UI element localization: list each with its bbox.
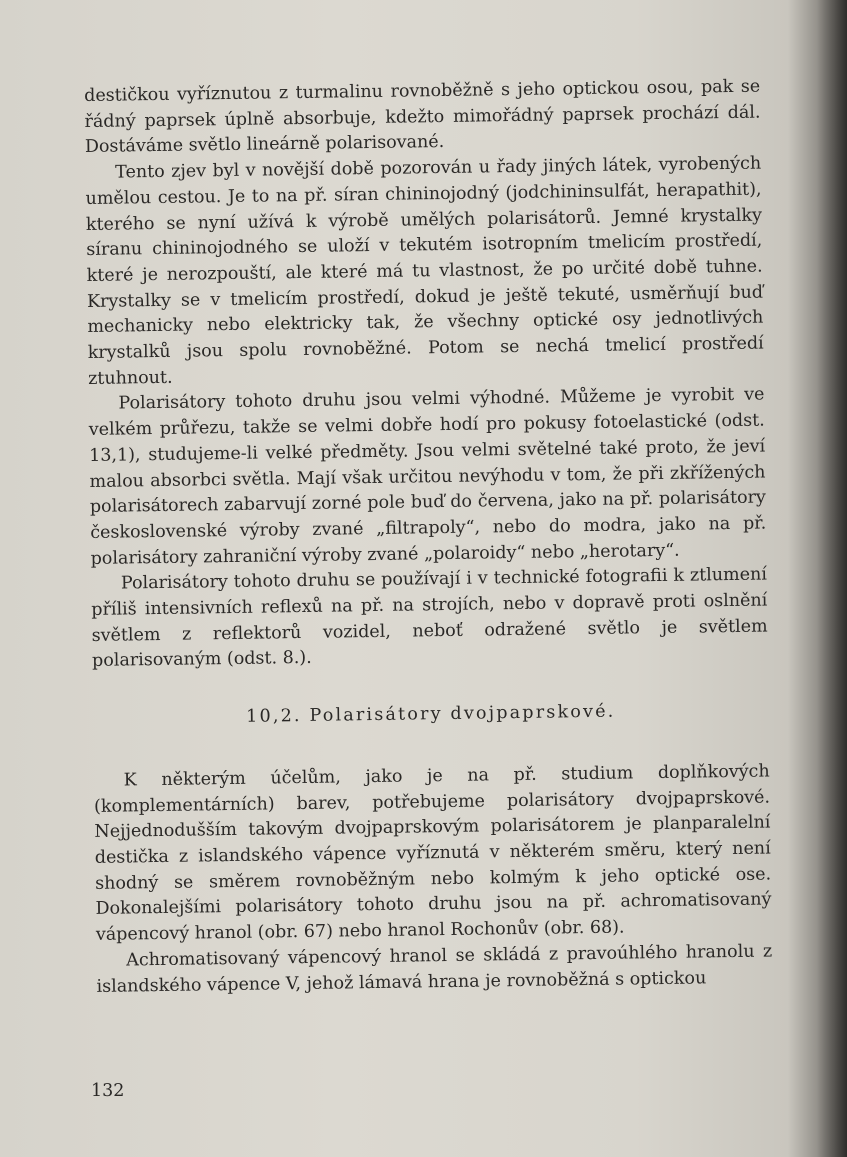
paragraph-4: Polarisátory tohoto druhu se používají i v technické fotografii k ztlumení příliš intensivních reflexů na př. na strojích, nebo v dopravě proti oslnění světlem z reflektorů vozidel, neboť odražené světlo je světlem polarisovaným (odst. 8.). xyxy=(91,564,768,672)
paragraph-1: destičkou vyříznutou z turmalinu rovnoběžně s jeho optickou osou, pak se řádný paprsek úplně absorbuje, kdežto mimořádný paprsek prochází dál. Dostáváme světlo lineárně polarisované. xyxy=(84,76,761,158)
page-number: 132 xyxy=(91,1081,125,1101)
section-paragraph-1: K některým účelům, jako je na př. studium doplňkových (komplementárních) barev, potřebujeme polarisátory dvojpaprskové. Nejjednodušším takovým dvojpaprskovým polarisátorem je planparalelní destička z islandského vápence vyříznutá v některém směru, který není shodný se směrem rovnoběžným nebo kolmým k jeho optické ose. Dokonalejšími polarisátory tohoto druhu jsou na př. achromatisovaný vápencový hranol (obr. 67) nebo hranol Rochonův (obr. 68). xyxy=(93,761,772,946)
section-paragraph-2: Achromatisovaný vápencový hranol se skládá z pravoúhlého hranolu z islandského vápence V, jehož lámavá hrana je rovnoběžná s optickou xyxy=(96,941,773,997)
binding-shadow xyxy=(817,0,847,1157)
section-heading: 10,2. Polarisátory dvojpaprskové. xyxy=(246,701,616,727)
paragraph-2: Tento zjev byl v novější době pozorován u řady jiných látek, vyrobených umělou cestou. Je to na př. síran chininojodný (jodchininsulfát, herapathit), kterého se nyní užívá k výrobě umělých polarisátorů. Jemné krystalky síranu chininojodného se uloží v tekutém isotropním tmelicím prostředí, které je nerozpouští, ale které má tu vlastnost, že po určité době tuhne. Krystalky se v tmelicím prostředí, dokud je ještě tekuté, usměrňují buď mechanicky nebo elektricky tak, že všechny optické osy jednotlivých krystalků jsou spolu rovnoběžné. Potom se nechá tmelicí prostředí ztuhnout. xyxy=(85,153,764,389)
paragraph-3: Polarisátory tohoto druhu jsou velmi výhodné. Můžeme je vyrobit ve velkém průřezu, takže se velmi dobře hodí pro pokusy fotoelastické (odst. 13,1), studujeme-li velké předměty. Jsou velmi světelné také proto, že jeví malou absorbci světla. Mají však určitou nevýhodu v tom, že při zkřížených polarisátorech zabarvují zorné pole buď do červena, jako na př. polarisátory československé výroby zvané „filtrapoly“, nebo do modra, jako na př. polarisátory zahraniční výroby zvané „polaroidy“ nebo „herotary“. xyxy=(88,384,767,569)
page-text xyxy=(84,75,773,1001)
